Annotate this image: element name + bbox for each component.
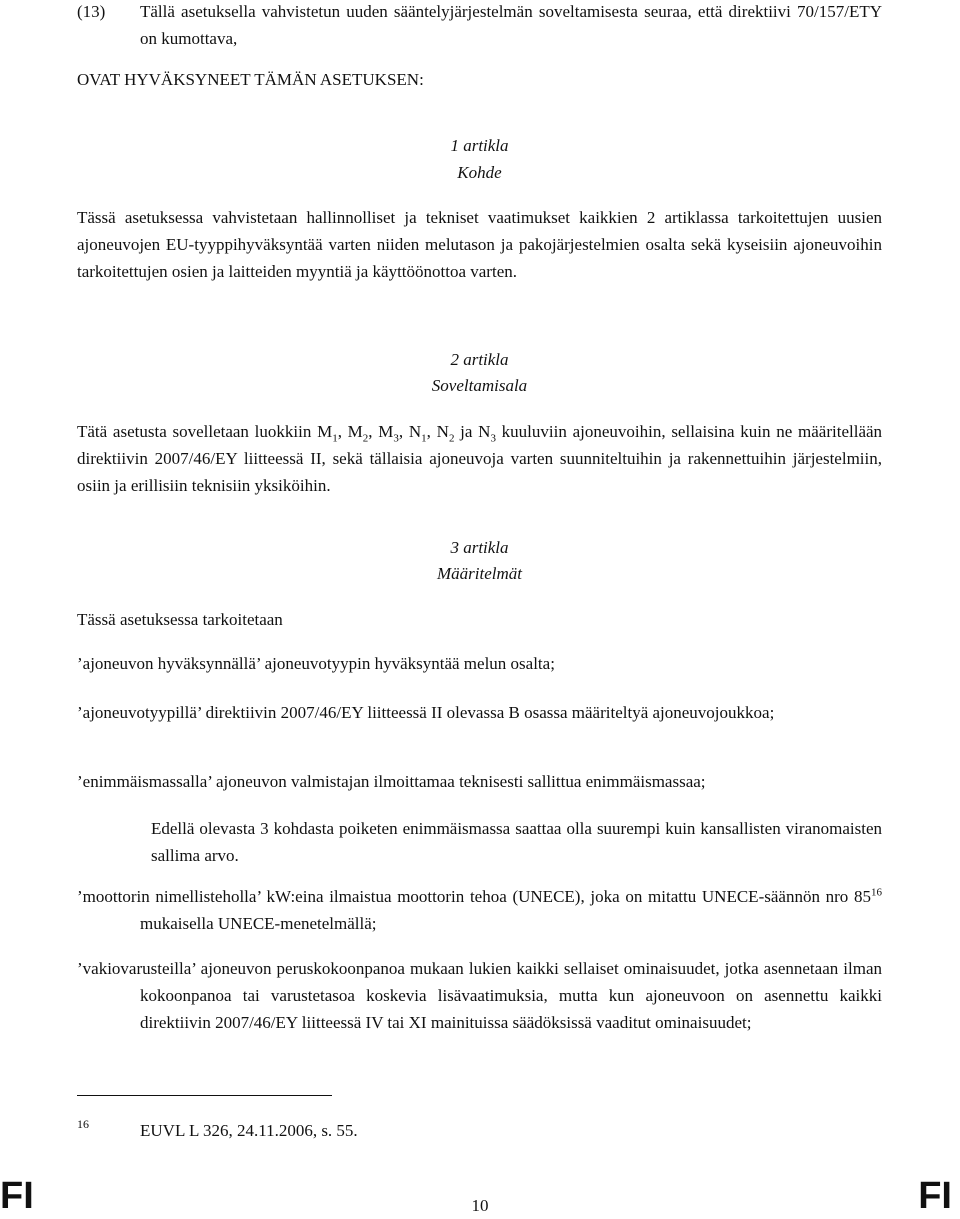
article-1-number: 1 artikla (450, 136, 509, 155)
article-2-text: Tätä asetusta sovelletaan luokkiin $M_1$, $M_2$, $M_3$, $N_1$, $N_2$ ja $N_3$ kuuluviin ajoneuvoihin, sellaisina kuin ne määritellään direktiivin 2007/46/EY liitteessä II, sekä tällaisia ajoneuvoja varten suunniteltuihin ja rakennettuihin järjestelmiin, osiin ja erillisiin teknisiin yksiköihin. (77, 422, 883, 495)
definition-2: ’ajoneuvotyypillä’ direktiivin 2007/46/EY liitteessä II olevassa B osassa määriteltyä ajoneuvojoukkoa; (77, 703, 775, 722)
article-2-number: 2 artikla (450, 350, 509, 369)
footnote-number: 16 (77, 1117, 89, 1131)
definition-3-note: Edellä olevasta 3 kohdasta poiketen enimmäismassa saattaa olla suurempi kuin kansallisten viranomaisten sallima arvo. (151, 819, 882, 865)
article-3-number: 3 artikla (450, 538, 509, 557)
article-3-intro: Tässä asetuksessa tarkoitetaan (77, 610, 283, 629)
footnote-reference[interactable]: 16 (871, 886, 882, 899)
footnote-separator (77, 1095, 332, 1096)
definition-1: ’ajoneuvon hyväksynnällä’ ajoneuvotyypin hyväksyntää melun osalta; (77, 654, 555, 673)
recital-text: Tällä asetuksella vahvistetun uuden sääntelyjärjestelmän soveltamisesta seuraa, että direktiivi 70/157/ETY on kumottava, (140, 2, 882, 48)
recital-number: (13) (77, 2, 106, 21)
footer-language-left: FI (0, 1175, 34, 1217)
footer-language-right: FI (918, 1175, 952, 1217)
article-2-title: Soveltamisala (431, 376, 528, 395)
definition-5: ’vakiovarusteilla’ ajoneuvon peruskokoonpanoa mukaan lukien kaikki sellaiset ominaisuudet, jotka asennetaan ilman kokoonpanoa tai varustetasoa koskevia lisävaatimuksia, mutta kun ajoneuvoon on asennettu kaikki direktiivin 2007/46/EY liitteessä IV tai XI mainituissa säädöksissä vaaditut ominaisuudet; (77, 959, 882, 1032)
article-1-title: Kohde (457, 163, 502, 182)
page-number: 10 (471, 1196, 489, 1215)
footnote-text: EUVL L 326, 24.11.2006, s. 55. (140, 1121, 358, 1140)
article-1-text: Tässä asetuksessa vahvistetaan hallinnolliset ja tekniset vaatimukset kaikkien 2 artiklassa tarkoitettujen uusien ajoneuvojen EU-tyyppihyväksyntää varten niiden melutason ja pakojärjestelmien osalta sekä kyseisiin ajoneuvoihin tarkoitettujen osien ja laitteiden myyntiä ja käyttöönottoa varten. (77, 208, 882, 281)
preamble-close: OVAT HYVÄKSYNEET TÄMÄN ASETUKSEN: (77, 70, 424, 89)
definition-3: ’enimmäismassalla’ ajoneuvon valmistajan ilmoittamaa teknisesti sallittua enimmäismassaa; (77, 772, 706, 791)
definition-4: ’moottorin nimellisteholla’ kW:eina ilmaistua moottorin tehoa (UNECE), joka on mitattu UNECE-säännön nro $85^{16}$ mukaisella UNECE-menetelmällä; (77, 886, 882, 933)
article-3-title: Määritelmät (437, 564, 522, 583)
